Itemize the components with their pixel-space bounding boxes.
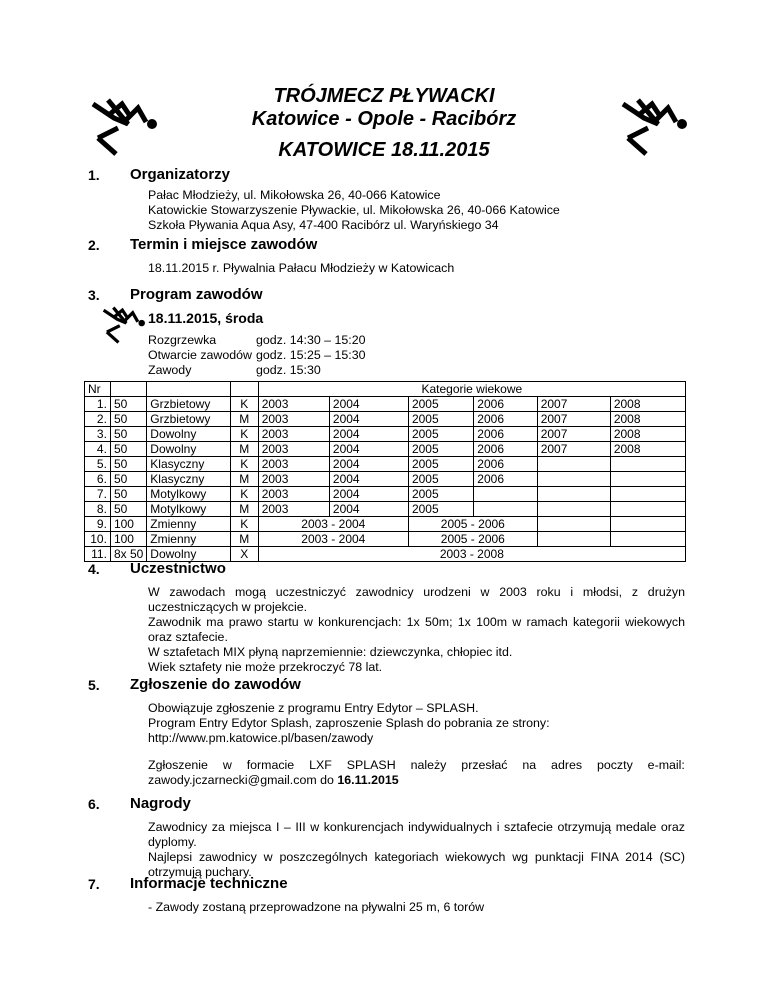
table-cell [474,487,537,502]
organizer-line: Szkoła Pływania Aqua Asy, 47-400 Racibórz ul. Waryńskiego 34 [148,218,499,232]
table-cell: 50 [110,412,146,427]
table-cell: Zmienny [147,517,231,532]
table-cell [610,532,685,547]
table-cell: 11. [85,547,111,562]
table-cell: 10. [85,532,111,547]
table-cell [537,517,610,532]
events-table [84,381,686,562]
format-word: przesłać [461,758,508,772]
table-cell [537,532,610,547]
table-cell: 2004 [329,457,408,472]
table-cell: Klasyczny [147,457,231,472]
table-header-row [85,382,686,397]
table-cell [474,502,537,517]
table-cell: 2003 [258,502,329,517]
section-number: 7. [88,876,100,892]
table-cell: 2006 [474,397,537,412]
schedule-row [146,363,368,378]
table-cell: 2004 [329,502,408,517]
table-cell: Grzbietowy [147,412,231,427]
section-heading-organizers: Organizatorzy [130,166,231,183]
table-row [85,412,686,427]
table-row [85,427,686,442]
table-cell: 2004 [329,397,408,412]
table-cell: 2008 [610,442,685,457]
participation-paragraph: W zawodach mogą uczestniczyć zawodnicy urodzeni w 2003 roku i młodsi, z drużyn uczestniczących w projekcie. [148,585,685,614]
format-word: LXF [309,758,332,772]
section-heading-program: Program zawodów [130,286,263,303]
table-cell: 50 [110,427,146,442]
schedule-row [146,333,368,348]
table-cell: M [230,442,258,457]
table-cell: X [230,547,258,562]
document-subtitle: Katowice - Opole - Racibórz [251,108,517,130]
table-cell: 2005 [408,457,473,472]
table-cell: 4. [85,442,111,457]
table-cell: 100 [110,517,146,532]
table-cell: K [230,457,258,472]
table-cell: Motylkowy [147,487,231,502]
participation-paragraph: Zawodnik ma prawo startu w konkurencjach: 1x 50m; 1x 100m w ramach kategorii wiekowych oraz sztafecie. [148,615,685,644]
table-cell: 2003 - 2004 [258,517,408,532]
table-row [85,472,686,487]
table-cell: 2006 [474,472,537,487]
table-row [85,502,686,517]
awards-text [148,820,685,880]
section-number: 4. [88,561,100,577]
table-cell: 2003 - 2008 [258,547,685,562]
participation-paragraph: W sztafetach MIX płyną naprzemiennie: dziewczynka, chłopiec itd. [148,645,513,659]
format-word: SPLASH [346,758,396,772]
format-word: formacie [246,758,295,772]
schedule-time: godz. 15:30 [255,363,321,377]
table-cell: 2003 [258,457,329,472]
table-cell [537,502,610,517]
table-cell: 50 [110,457,146,472]
table-cell: 2005 - 2006 [408,532,537,547]
venue-text: 18.11.2015 r. Pływalnia Pałacu Młodzieży w Katowicach [148,261,455,275]
table-cell: 2003 [258,412,329,427]
table-cell: 8x 50 [110,547,146,562]
section-heading-participation: Uczestnictwo [130,560,226,577]
program-day: 18.11.2015, środa [148,310,264,326]
section-heading-technical: Informacje techniczne [130,875,288,892]
table-cell [610,457,685,472]
table-cell: 2005 [408,487,473,502]
table-cell: 2003 - 2004 [258,532,408,547]
format-word: należy [410,758,447,772]
table-cell: M [230,502,258,517]
table-cell: Dowolny [147,427,231,442]
table-row [85,442,686,457]
table-cell: 2008 [610,412,685,427]
table-cell: 2005 [408,502,473,517]
registration-email-line [148,773,685,788]
table-cell: 6. [85,472,111,487]
section-number: 2. [88,237,100,253]
table-cell: 2005 [408,427,473,442]
registration-email[interactable]: zawody.jczarnecki@gmail.com do [148,773,334,787]
registration-url[interactable]: http://www.pm.katowice.pl/basen/zawody [148,731,374,745]
schedule-label: Zawody [148,363,192,377]
table-cell: 100 [110,532,146,547]
registration-line: Obowiązuje zgłoszenie z programu Entry Edytor – SPLASH. [148,701,479,715]
table-cell: Dowolny [147,547,231,562]
registration-deadline: 16.11.2015 [337,773,399,787]
table-cell [537,472,610,487]
table-cell: Klasyczny [147,472,231,487]
table-cell: 2005 [408,472,473,487]
table-cell: 2. [85,412,111,427]
table-cell [537,487,610,502]
table-cell: 50 [110,442,146,457]
section-heading-venue: Termin i miejsce zawodów [130,236,318,253]
table-cell: 50 [110,472,146,487]
table-cell: 2006 [474,427,537,442]
table-cell: 2003 [258,397,329,412]
table-cell: 2007 [537,442,610,457]
header-categories: Kategorie wiekowe [258,382,685,397]
registration-format-line [148,758,685,773]
organizers-list [148,188,560,233]
table-cell: 5. [85,457,111,472]
schedule-row [146,348,368,363]
participation-text [148,585,685,675]
table-cell: 2008 [610,397,685,412]
table-cell: 9. [85,517,111,532]
format-word: na [522,758,537,772]
header-nr: Nr [85,382,111,397]
table-cell: Dowolny [147,442,231,457]
table-cell: 2004 [329,442,408,457]
table-cell: M [230,472,258,487]
document-title: TRÓJMECZ PŁYWACKI [273,85,495,107]
format-word: e-mail: [647,758,685,772]
table-cell: 2003 [258,427,329,442]
swimmer-icon [100,305,146,345]
table-cell: 2004 [329,472,408,487]
registration-line: Program Entry Edytor Splash, zaproszenie Splash do pobrania ze strony: [148,716,550,730]
table-cell: K [230,487,258,502]
section-number: 3. [88,287,100,303]
format-word: poczty [596,758,633,772]
event-title: KATOWICE 18.11.2015 [278,139,490,161]
table-cell: 2006 [474,442,537,457]
table-row [85,487,686,502]
table-cell: K [230,517,258,532]
schedule-label: Otwarcie zawodów [148,348,252,362]
table-cell: 8. [85,502,111,517]
participation-paragraph: Wiek sztafety nie może przekroczyć 78 lat. [148,660,383,674]
table-cell: 2003 [258,472,329,487]
schedule [146,333,368,378]
section-number: 6. [88,796,100,812]
table-cell: 2006 [474,457,537,472]
awards-paragraph: Najlepsi zawodnicy w poszczególnych kategoriach wiekowych wg punktacji FINA 2014 (SC) otrzymują puchary. [148,850,685,879]
table-row [85,532,686,547]
table-cell: 2007 [537,397,610,412]
section-number: 1. [88,167,100,183]
table-cell: K [230,397,258,412]
registration-text [148,701,685,788]
table-cell [610,472,685,487]
table-cell: 2003 [258,442,329,457]
table-cell: 2005 [408,442,473,457]
table-cell: 50 [110,487,146,502]
technical-text: - Zawody zostaną przeprowadzone na pływalni 25 m, 6 torów [148,900,485,914]
section-heading-registration: Zgłoszenie do zawodów [130,676,301,693]
table-cell: Zmienny [147,532,231,547]
awards-paragraph: Zawodnicy za miejsca I – III w konkurencjach indywidualnych i sztafecie otrzymują medale oraz dyplomy. [148,820,685,849]
table-cell: 7. [85,487,111,502]
table-cell: 2004 [329,487,408,502]
table-cell: 2005 - 2006 [408,517,537,532]
table-cell [610,502,685,517]
table-cell: Grzbietowy [147,397,231,412]
organizer-line: Katowickie Stowarzyszenie Pływackie, ul. Mikołowska 26, 40-066 Katowice [148,203,560,217]
table-cell [610,517,685,532]
schedule-time: godz. 15:25 – 15:30 [255,348,366,362]
schedule-label: Rozgrzewka [148,333,217,347]
table-cell: 2004 [329,427,408,442]
table-cell: 50 [110,397,146,412]
table-cell: 2008 [610,427,685,442]
table-cell: 2005 [408,412,473,427]
table-cell: 2004 [329,412,408,427]
section-number: 5. [88,677,100,693]
table-cell: 2007 [537,412,610,427]
table-cell: 50 [110,502,146,517]
table-row [85,397,686,412]
table-cell: M [230,532,258,547]
table-cell: 2006 [474,412,537,427]
format-word: adres [551,758,583,772]
table-cell: Motylkowy [147,502,231,517]
table-cell: 1. [85,397,111,412]
section-heading-awards: Nagrody [130,795,191,812]
schedule-time: godz. 14:30 – 15:20 [255,333,366,347]
table-cell: 2005 [408,397,473,412]
table-cell [610,487,685,502]
table-row [85,457,686,472]
table-cell: 3. [85,427,111,442]
table-cell: 2003 [258,487,329,502]
table-cell: K [230,427,258,442]
table-cell: M [230,412,258,427]
format-word: Zgłoszenie [148,758,208,772]
format-word: w [222,758,232,772]
table-row [85,517,686,532]
table-cell: 2007 [537,427,610,442]
organizer-line: Pałac Młodzieży, ul. Mikołowska 26, 40-066 Katowice [148,188,441,202]
table-cell [537,457,610,472]
